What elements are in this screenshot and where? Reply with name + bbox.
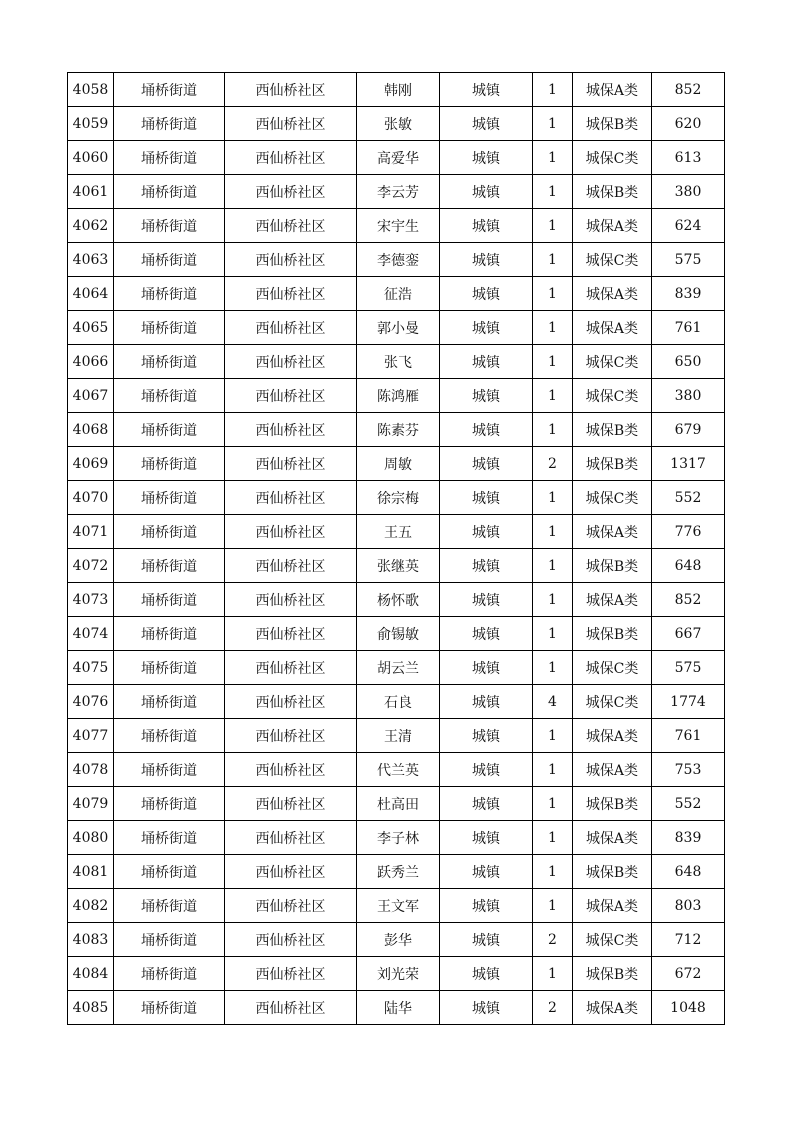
amount-cell: 552 bbox=[652, 481, 725, 515]
serial-number-cell: 4084 bbox=[68, 957, 114, 991]
community-cell: 西仙桥社区 bbox=[225, 277, 357, 311]
table-row bbox=[68, 583, 725, 617]
name-cell: 陆华 bbox=[357, 991, 440, 1025]
amount-cell: 620 bbox=[652, 107, 725, 141]
category-cell: 城保A类 bbox=[573, 311, 652, 345]
category-cell: 城保A类 bbox=[573, 73, 652, 107]
category-cell: 城保C类 bbox=[573, 379, 652, 413]
serial-number-cell: 4064 bbox=[68, 277, 114, 311]
table-row bbox=[68, 481, 725, 515]
serial-number-cell: 4067 bbox=[68, 379, 114, 413]
amount-cell: 380 bbox=[652, 175, 725, 209]
table-row bbox=[68, 515, 725, 549]
household-size-cell: 1 bbox=[533, 651, 573, 685]
amount-cell: 613 bbox=[652, 141, 725, 175]
category-cell: 城保C类 bbox=[573, 923, 652, 957]
area-type-cell: 城镇 bbox=[440, 175, 533, 209]
household-size-cell: 2 bbox=[533, 923, 573, 957]
serial-number-cell: 4058 bbox=[68, 73, 114, 107]
area-type-cell: 城镇 bbox=[440, 685, 533, 719]
area-type-cell: 城镇 bbox=[440, 515, 533, 549]
amount-cell: 575 bbox=[652, 651, 725, 685]
street-cell: 埇桥街道 bbox=[114, 243, 225, 277]
name-cell: 张飞 bbox=[357, 345, 440, 379]
category-cell: 城保B类 bbox=[573, 617, 652, 651]
household-size-cell: 1 bbox=[533, 209, 573, 243]
serial-number-cell: 4063 bbox=[68, 243, 114, 277]
name-cell: 王清 bbox=[357, 719, 440, 753]
area-type-cell: 城镇 bbox=[440, 311, 533, 345]
community-cell: 西仙桥社区 bbox=[225, 923, 357, 957]
category-cell: 城保B类 bbox=[573, 855, 652, 889]
amount-cell: 839 bbox=[652, 277, 725, 311]
amount-cell: 852 bbox=[652, 73, 725, 107]
category-cell: 城保B类 bbox=[573, 107, 652, 141]
community-cell: 西仙桥社区 bbox=[225, 855, 357, 889]
amount-cell: 679 bbox=[652, 413, 725, 447]
community-cell: 西仙桥社区 bbox=[225, 345, 357, 379]
community-cell: 西仙桥社区 bbox=[225, 889, 357, 923]
name-cell: 周敏 bbox=[357, 447, 440, 481]
name-cell: 郭小曼 bbox=[357, 311, 440, 345]
community-cell: 西仙桥社区 bbox=[225, 515, 357, 549]
area-type-cell: 城镇 bbox=[440, 447, 533, 481]
amount-cell: 1774 bbox=[652, 685, 725, 719]
street-cell: 埇桥街道 bbox=[114, 549, 225, 583]
area-type-cell: 城镇 bbox=[440, 719, 533, 753]
area-type-cell: 城镇 bbox=[440, 889, 533, 923]
amount-cell: 1317 bbox=[652, 447, 725, 481]
area-type-cell: 城镇 bbox=[440, 277, 533, 311]
serial-number-cell: 4070 bbox=[68, 481, 114, 515]
category-cell: 城保C类 bbox=[573, 141, 652, 175]
area-type-cell: 城镇 bbox=[440, 107, 533, 141]
community-cell: 西仙桥社区 bbox=[225, 787, 357, 821]
area-type-cell: 城镇 bbox=[440, 753, 533, 787]
category-cell: 城保A类 bbox=[573, 515, 652, 549]
category-cell: 城保A类 bbox=[573, 753, 652, 787]
table-row bbox=[68, 345, 725, 379]
category-cell: 城保B类 bbox=[573, 413, 652, 447]
household-size-cell: 1 bbox=[533, 583, 573, 617]
community-cell: 西仙桥社区 bbox=[225, 413, 357, 447]
table-row bbox=[68, 175, 725, 209]
name-cell: 张敏 bbox=[357, 107, 440, 141]
name-cell: 徐宗梅 bbox=[357, 481, 440, 515]
amount-cell: 575 bbox=[652, 243, 725, 277]
street-cell: 埇桥街道 bbox=[114, 447, 225, 481]
amount-cell: 672 bbox=[652, 957, 725, 991]
household-size-cell: 1 bbox=[533, 889, 573, 923]
table-row bbox=[68, 889, 725, 923]
serial-number-cell: 4062 bbox=[68, 209, 114, 243]
amount-cell: 667 bbox=[652, 617, 725, 651]
amount-cell: 852 bbox=[652, 583, 725, 617]
table-row bbox=[68, 141, 725, 175]
household-size-cell: 2 bbox=[533, 447, 573, 481]
table-row bbox=[68, 73, 725, 107]
table-row bbox=[68, 651, 725, 685]
table-row bbox=[68, 549, 725, 583]
serial-number-cell: 4072 bbox=[68, 549, 114, 583]
name-cell: 跃秀兰 bbox=[357, 855, 440, 889]
street-cell: 埇桥街道 bbox=[114, 685, 225, 719]
area-type-cell: 城镇 bbox=[440, 413, 533, 447]
household-size-cell: 1 bbox=[533, 379, 573, 413]
amount-cell: 380 bbox=[652, 379, 725, 413]
street-cell: 埇桥街道 bbox=[114, 515, 225, 549]
name-cell: 李子林 bbox=[357, 821, 440, 855]
amount-cell: 761 bbox=[652, 311, 725, 345]
table-row bbox=[68, 447, 725, 481]
area-type-cell: 城镇 bbox=[440, 141, 533, 175]
community-cell: 西仙桥社区 bbox=[225, 107, 357, 141]
household-size-cell: 1 bbox=[533, 549, 573, 583]
name-cell: 胡云兰 bbox=[357, 651, 440, 685]
area-type-cell: 城镇 bbox=[440, 379, 533, 413]
household-size-cell: 1 bbox=[533, 787, 573, 821]
amount-cell: 761 bbox=[652, 719, 725, 753]
serial-number-cell: 4078 bbox=[68, 753, 114, 787]
category-cell: 城保A类 bbox=[573, 991, 652, 1025]
serial-number-cell: 4060 bbox=[68, 141, 114, 175]
community-cell: 西仙桥社区 bbox=[225, 991, 357, 1025]
household-size-cell: 1 bbox=[533, 107, 573, 141]
street-cell: 埇桥街道 bbox=[114, 481, 225, 515]
name-cell: 陈鸿雁 bbox=[357, 379, 440, 413]
community-cell: 西仙桥社区 bbox=[225, 821, 357, 855]
serial-number-cell: 4076 bbox=[68, 685, 114, 719]
area-type-cell: 城镇 bbox=[440, 821, 533, 855]
serial-number-cell: 4073 bbox=[68, 583, 114, 617]
name-cell: 王文军 bbox=[357, 889, 440, 923]
household-size-cell: 1 bbox=[533, 73, 573, 107]
community-cell: 西仙桥社区 bbox=[225, 651, 357, 685]
street-cell: 埇桥街道 bbox=[114, 957, 225, 991]
street-cell: 埇桥街道 bbox=[114, 855, 225, 889]
household-size-cell: 1 bbox=[533, 957, 573, 991]
table-row bbox=[68, 311, 725, 345]
community-cell: 西仙桥社区 bbox=[225, 957, 357, 991]
category-cell: 城保B类 bbox=[573, 957, 652, 991]
assistance-table bbox=[67, 72, 725, 1025]
serial-number-cell: 4074 bbox=[68, 617, 114, 651]
category-cell: 城保C类 bbox=[573, 651, 652, 685]
serial-number-cell: 4077 bbox=[68, 719, 114, 753]
amount-cell: 624 bbox=[652, 209, 725, 243]
amount-cell: 803 bbox=[652, 889, 725, 923]
amount-cell: 648 bbox=[652, 855, 725, 889]
household-size-cell: 1 bbox=[533, 753, 573, 787]
street-cell: 埇桥街道 bbox=[114, 73, 225, 107]
area-type-cell: 城镇 bbox=[440, 991, 533, 1025]
area-type-cell: 城镇 bbox=[440, 651, 533, 685]
table-row bbox=[68, 855, 725, 889]
category-cell: 城保A类 bbox=[573, 277, 652, 311]
area-type-cell: 城镇 bbox=[440, 957, 533, 991]
household-size-cell: 2 bbox=[533, 991, 573, 1025]
table-row bbox=[68, 821, 725, 855]
household-size-cell: 1 bbox=[533, 175, 573, 209]
category-cell: 城保A类 bbox=[573, 719, 652, 753]
street-cell: 埇桥街道 bbox=[114, 923, 225, 957]
household-size-cell: 1 bbox=[533, 481, 573, 515]
name-cell: 王五 bbox=[357, 515, 440, 549]
street-cell: 埇桥街道 bbox=[114, 651, 225, 685]
area-type-cell: 城镇 bbox=[440, 583, 533, 617]
street-cell: 埇桥街道 bbox=[114, 141, 225, 175]
community-cell: 西仙桥社区 bbox=[225, 583, 357, 617]
table-row bbox=[68, 991, 725, 1025]
serial-number-cell: 4059 bbox=[68, 107, 114, 141]
community-cell: 西仙桥社区 bbox=[225, 685, 357, 719]
household-size-cell: 1 bbox=[533, 617, 573, 651]
table-row bbox=[68, 243, 725, 277]
name-cell: 高爱华 bbox=[357, 141, 440, 175]
street-cell: 埇桥街道 bbox=[114, 583, 225, 617]
amount-cell: 712 bbox=[652, 923, 725, 957]
category-cell: 城保B类 bbox=[573, 549, 652, 583]
area-type-cell: 城镇 bbox=[440, 243, 533, 277]
name-cell: 杜高田 bbox=[357, 787, 440, 821]
table-row bbox=[68, 685, 725, 719]
name-cell: 杨怀歌 bbox=[357, 583, 440, 617]
community-cell: 西仙桥社区 bbox=[225, 209, 357, 243]
name-cell: 李云芳 bbox=[357, 175, 440, 209]
street-cell: 埇桥街道 bbox=[114, 413, 225, 447]
street-cell: 埇桥街道 bbox=[114, 821, 225, 855]
area-type-cell: 城镇 bbox=[440, 855, 533, 889]
household-size-cell: 1 bbox=[533, 855, 573, 889]
serial-number-cell: 4085 bbox=[68, 991, 114, 1025]
table-row bbox=[68, 107, 725, 141]
table-body bbox=[68, 73, 725, 1025]
street-cell: 埇桥街道 bbox=[114, 277, 225, 311]
household-size-cell: 1 bbox=[533, 345, 573, 379]
table-row bbox=[68, 923, 725, 957]
table-row bbox=[68, 209, 725, 243]
street-cell: 埇桥街道 bbox=[114, 889, 225, 923]
household-size-cell: 1 bbox=[533, 243, 573, 277]
household-size-cell: 4 bbox=[533, 685, 573, 719]
street-cell: 埇桥街道 bbox=[114, 379, 225, 413]
serial-number-cell: 4065 bbox=[68, 311, 114, 345]
category-cell: 城保B类 bbox=[573, 787, 652, 821]
household-size-cell: 1 bbox=[533, 311, 573, 345]
name-cell: 陈素芬 bbox=[357, 413, 440, 447]
serial-number-cell: 4069 bbox=[68, 447, 114, 481]
amount-cell: 776 bbox=[652, 515, 725, 549]
serial-number-cell: 4066 bbox=[68, 345, 114, 379]
household-size-cell: 1 bbox=[533, 821, 573, 855]
household-size-cell: 1 bbox=[533, 277, 573, 311]
street-cell: 埇桥街道 bbox=[114, 787, 225, 821]
street-cell: 埇桥街道 bbox=[114, 991, 225, 1025]
street-cell: 埇桥街道 bbox=[114, 209, 225, 243]
area-type-cell: 城镇 bbox=[440, 923, 533, 957]
table-row bbox=[68, 617, 725, 651]
community-cell: 西仙桥社区 bbox=[225, 311, 357, 345]
amount-cell: 650 bbox=[652, 345, 725, 379]
area-type-cell: 城镇 bbox=[440, 481, 533, 515]
community-cell: 西仙桥社区 bbox=[225, 753, 357, 787]
street-cell: 埇桥街道 bbox=[114, 753, 225, 787]
category-cell: 城保C类 bbox=[573, 685, 652, 719]
category-cell: 城保A类 bbox=[573, 889, 652, 923]
household-size-cell: 1 bbox=[533, 141, 573, 175]
category-cell: 城保C类 bbox=[573, 243, 652, 277]
area-type-cell: 城镇 bbox=[440, 549, 533, 583]
serial-number-cell: 4079 bbox=[68, 787, 114, 821]
household-size-cell: 1 bbox=[533, 515, 573, 549]
serial-number-cell: 4081 bbox=[68, 855, 114, 889]
name-cell: 代兰英 bbox=[357, 753, 440, 787]
serial-number-cell: 4083 bbox=[68, 923, 114, 957]
category-cell: 城保B类 bbox=[573, 175, 652, 209]
table-row bbox=[68, 957, 725, 991]
street-cell: 埇桥街道 bbox=[114, 617, 225, 651]
area-type-cell: 城镇 bbox=[440, 787, 533, 821]
community-cell: 西仙桥社区 bbox=[225, 481, 357, 515]
serial-number-cell: 4082 bbox=[68, 889, 114, 923]
household-size-cell: 1 bbox=[533, 413, 573, 447]
household-size-cell: 1 bbox=[533, 719, 573, 753]
name-cell: 李德銮 bbox=[357, 243, 440, 277]
serial-number-cell: 4071 bbox=[68, 515, 114, 549]
table-row bbox=[68, 787, 725, 821]
serial-number-cell: 4080 bbox=[68, 821, 114, 855]
community-cell: 西仙桥社区 bbox=[225, 73, 357, 107]
name-cell: 俞锡敏 bbox=[357, 617, 440, 651]
category-cell: 城保C类 bbox=[573, 481, 652, 515]
name-cell: 彭华 bbox=[357, 923, 440, 957]
serial-number-cell: 4068 bbox=[68, 413, 114, 447]
community-cell: 西仙桥社区 bbox=[225, 175, 357, 209]
area-type-cell: 城镇 bbox=[440, 345, 533, 379]
street-cell: 埇桥街道 bbox=[114, 345, 225, 379]
street-cell: 埇桥街道 bbox=[114, 719, 225, 753]
category-cell: 城保C类 bbox=[573, 345, 652, 379]
street-cell: 埇桥街道 bbox=[114, 107, 225, 141]
name-cell: 刘光荣 bbox=[357, 957, 440, 991]
community-cell: 西仙桥社区 bbox=[225, 243, 357, 277]
community-cell: 西仙桥社区 bbox=[225, 549, 357, 583]
table-row bbox=[68, 277, 725, 311]
serial-number-cell: 4061 bbox=[68, 175, 114, 209]
street-cell: 埇桥街道 bbox=[114, 175, 225, 209]
serial-number-cell: 4075 bbox=[68, 651, 114, 685]
street-cell: 埇桥街道 bbox=[114, 311, 225, 345]
category-cell: 城保A类 bbox=[573, 209, 652, 243]
area-type-cell: 城镇 bbox=[440, 209, 533, 243]
table-row bbox=[68, 753, 725, 787]
community-cell: 西仙桥社区 bbox=[225, 141, 357, 175]
category-cell: 城保A类 bbox=[573, 821, 652, 855]
amount-cell: 753 bbox=[652, 753, 725, 787]
category-cell: 城保B类 bbox=[573, 447, 652, 481]
table-row bbox=[68, 379, 725, 413]
name-cell: 宋宇生 bbox=[357, 209, 440, 243]
amount-cell: 648 bbox=[652, 549, 725, 583]
name-cell: 石良 bbox=[357, 685, 440, 719]
table-row bbox=[68, 719, 725, 753]
community-cell: 西仙桥社区 bbox=[225, 719, 357, 753]
table-row bbox=[68, 413, 725, 447]
name-cell: 韩刚 bbox=[357, 73, 440, 107]
community-cell: 西仙桥社区 bbox=[225, 447, 357, 481]
category-cell: 城保A类 bbox=[573, 583, 652, 617]
amount-cell: 552 bbox=[652, 787, 725, 821]
name-cell: 征浩 bbox=[357, 277, 440, 311]
area-type-cell: 城镇 bbox=[440, 617, 533, 651]
community-cell: 西仙桥社区 bbox=[225, 617, 357, 651]
area-type-cell: 城镇 bbox=[440, 73, 533, 107]
community-cell: 西仙桥社区 bbox=[225, 379, 357, 413]
amount-cell: 1048 bbox=[652, 991, 725, 1025]
amount-cell: 839 bbox=[652, 821, 725, 855]
name-cell: 张继英 bbox=[357, 549, 440, 583]
